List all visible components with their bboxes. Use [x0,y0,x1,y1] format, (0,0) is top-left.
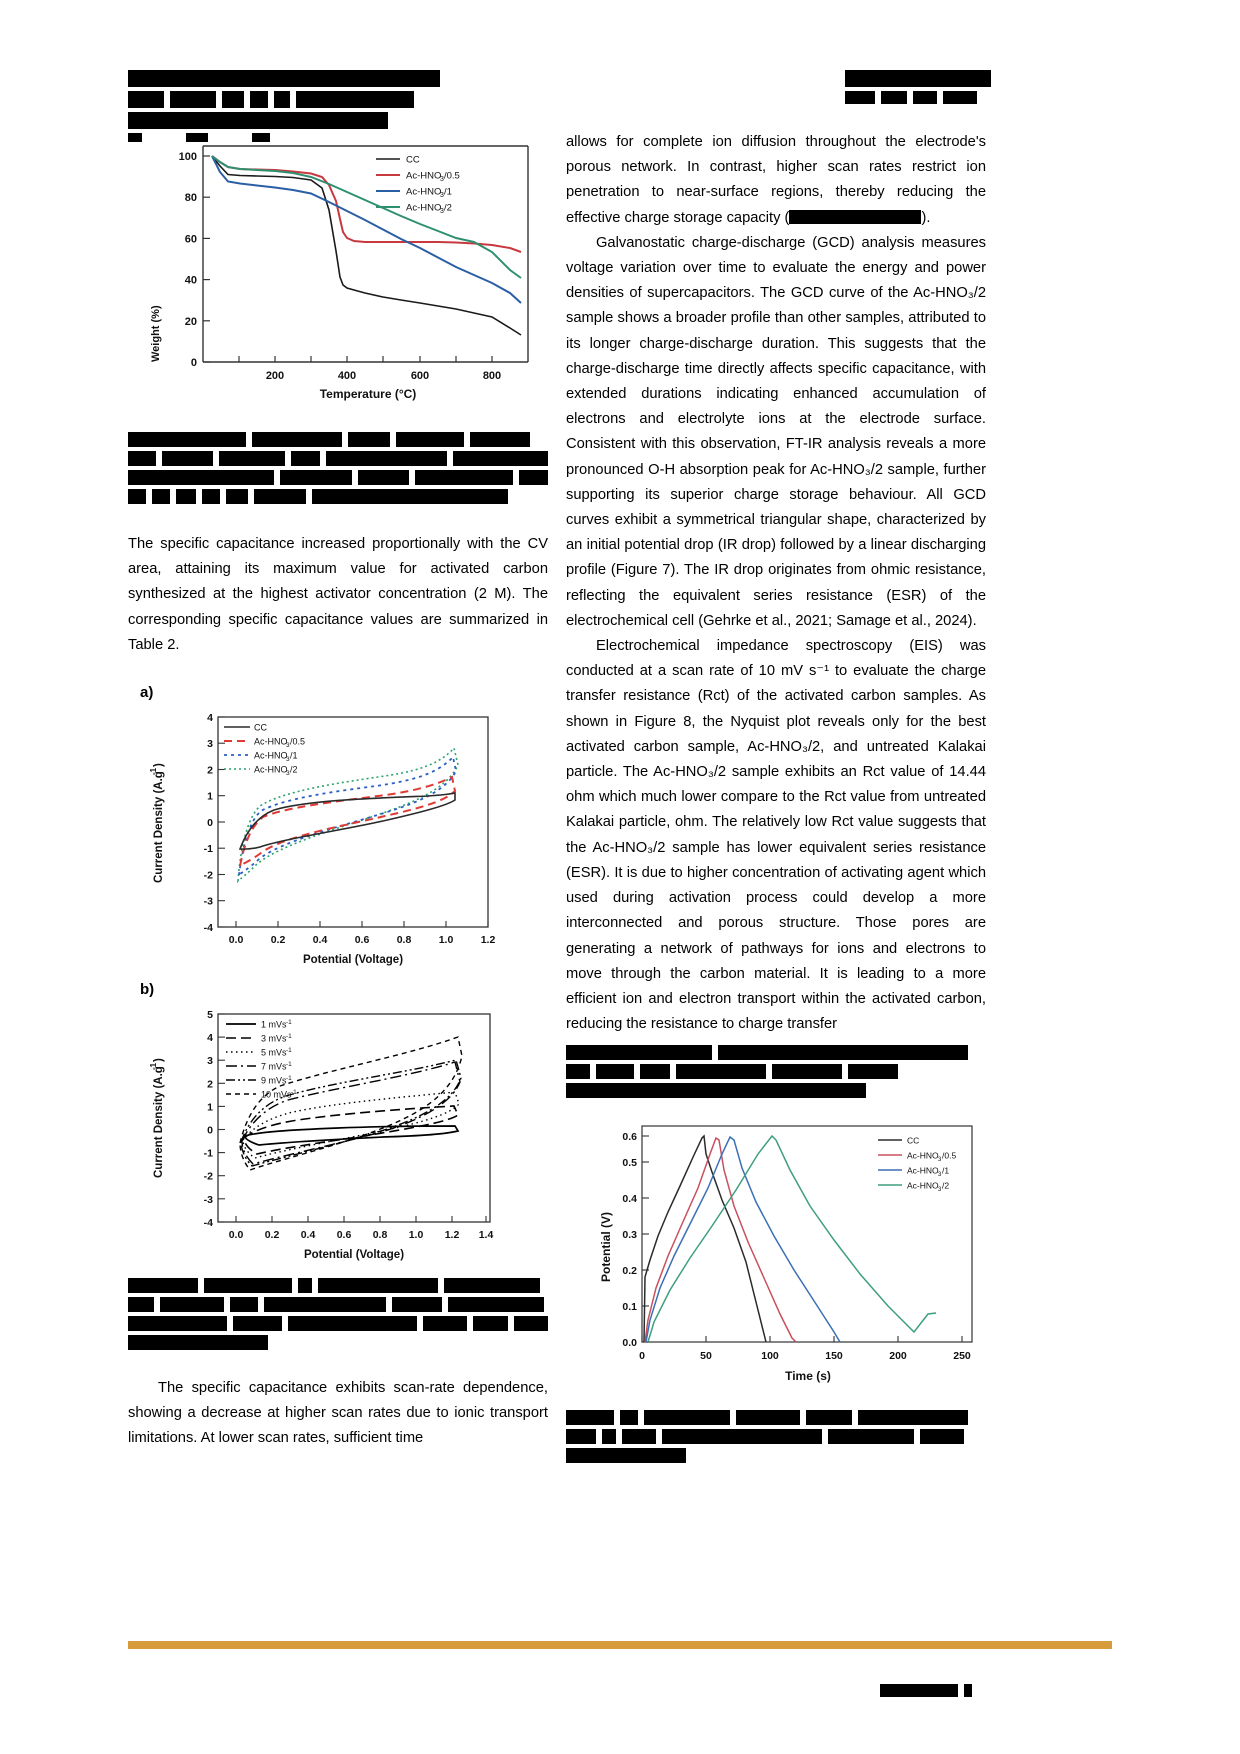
svg-text:-1: -1 [149,1062,158,1071]
cv-samples-plot [128,703,548,975]
cv-scanrates-legend [226,1019,297,1100]
inline-citation-redacted [789,210,921,224]
svg-text:Ac-HNO: Ac-HNO [907,1165,939,1176]
svg-text:0: 0 [639,1350,645,1363]
svg-text:-1: -1 [203,843,213,856]
svg-text:-2: -2 [203,869,213,882]
right-paragraph-2: Galvanostatic charge-discharge (GCD) analysis measures voltage variation over time to evaluate the energy and power densities of supercapacitors. The GCD curve of the Ac-HNO₃/2 sample shows a broader profile than other samples, attributed to its longer charge-discharge duration. This suggests that the charge-discharge time directly affects specific capacitance, with extended durations indicating enhanced accumulation of electrons and electrolyte ions at the electrode surface. Consistent with this observation, FT-IR analysis reveals a more pronounced O-H absorption peak for Ac-HNO₃/2 sample, further supporting its superior charge storage behaviour. All GCD curves exhibit a symmetrical triangular shape, characterized by an initial potential drop (IR drop) followed by a linear discharging profile (Figure 7). The IR drop originates from ohmic resistance, reflecting the equivalent series resistance (ESR) of the electrochemical cell (Gehrke et al., 2021; Samage et al., 2024). [566,234,986,629]
figure-cv-samples [128,703,548,975]
figure-tga [128,130,548,420]
svg-text:Ac-HNO: Ac-HNO [406,186,442,198]
svg-text:10 mVs: 10 mVs [261,1089,292,1100]
svg-text:3: 3 [440,176,444,183]
svg-text:600: 600 [410,370,430,382]
svg-text:0.0: 0.0 [228,934,244,947]
svg-text:3: 3 [286,770,290,778]
svg-text:3: 3 [938,1172,942,1179]
svg-text:3 mVs: 3 mVs [261,1033,287,1044]
svg-text:-1: -1 [286,1047,292,1055]
svg-text:40: 40 [184,274,197,287]
svg-text:3: 3 [286,756,290,764]
caption-redacted-1 [128,432,548,504]
svg-text:0.4: 0.4 [300,1229,316,1242]
svg-text:0: 0 [207,817,213,830]
gcd-legend [878,1136,956,1194]
cv-samples-y-axis-label: Current Density (A.g [153,771,165,884]
svg-text:9 mVs: 9 mVs [261,1075,287,1086]
svg-text:/0.5: /0.5 [942,1150,957,1161]
footer-accent-bar [128,1641,1112,1649]
svg-text:60: 60 [184,233,197,246]
svg-text:-1: -1 [286,1075,292,1083]
right-paragraph-1-tail: ). [921,209,931,226]
svg-text:150: 150 [825,1350,843,1363]
svg-text:-1: -1 [286,1061,292,1069]
svg-text:/1: /1 [290,750,298,761]
svg-text:0.6: 0.6 [354,934,370,947]
svg-text:3: 3 [440,208,444,215]
svg-text:-1: -1 [149,767,158,776]
left-paragraph-2: The specific capacitance exhibits scan-rate dependence, showing a decrease at higher scan rates due to ionic transport limitations. At lower scan rates, sufficient time [128,1380,548,1447]
svg-text:-1: -1 [291,1089,297,1097]
svg-text:0.6: 0.6 [622,1131,637,1144]
svg-text:0.4: 0.4 [312,934,328,947]
svg-text:100: 100 [761,1350,779,1363]
svg-text:0: 0 [190,357,197,369]
panel-b-label: b) [140,981,155,999]
cv-samples-legend [224,723,305,778]
svg-text:3: 3 [440,192,444,199]
svg-text:0.2: 0.2 [270,934,286,947]
svg-text:1.0: 1.0 [408,1229,424,1242]
panel-a-label: a) [140,684,154,702]
svg-text:0.5: 0.5 [622,1157,637,1170]
svg-text:-3: -3 [203,895,213,908]
svg-text:0.0: 0.0 [622,1337,637,1350]
svg-text:Ac-HNO: Ac-HNO [254,750,288,761]
cv-scanrates-y-axis-label: Current Density (A.g [153,1066,165,1179]
svg-text:2: 2 [207,764,213,777]
svg-text:0.8: 0.8 [372,1229,388,1242]
svg-text:/2: /2 [290,764,298,775]
svg-text:-4: -4 [203,1217,213,1230]
svg-text:0: 0 [207,1124,213,1137]
svg-text:1: 1 [207,790,213,803]
svg-text:5 mVs: 5 mVs [261,1047,287,1058]
footer-redacted [880,1684,972,1701]
gcd-plot [588,1112,988,1402]
svg-text:1.2: 1.2 [480,934,496,947]
gcd-x-axis-label: Time (s) [785,1369,831,1384]
caption-redacted-4 [566,1410,986,1463]
figure-cv-scanrates [128,1000,548,1270]
svg-text:80: 80 [184,192,197,205]
svg-text:3: 3 [207,738,213,751]
svg-text:1.0: 1.0 [438,934,454,947]
svg-text:-2: -2 [203,1170,213,1183]
svg-text:/0.5: /0.5 [444,170,460,182]
cv-samples-x-axis-label: Potential (Voltage) [302,954,404,967]
svg-text:0.2: 0.2 [264,1229,280,1242]
left-column [128,130,548,1452]
svg-text:200: 200 [889,1350,907,1363]
svg-text:50: 50 [700,1350,712,1363]
caption-redacted-3 [566,1045,986,1098]
svg-text:0.1: 0.1 [622,1301,637,1314]
svg-text:/2: /2 [942,1180,950,1191]
right-paragraph-1 [566,130,986,231]
svg-text:CC: CC [254,722,267,733]
svg-text:20: 20 [184,315,197,328]
cv-scanrates-plot [128,1000,548,1270]
svg-text:7 mVs: 7 mVs [261,1061,287,1072]
right-paragraph-3: Electrochemical impedance spectroscopy (EIS) was conducted at a scan rate of 10 mV s⁻¹ to evaluate the charge transfer resistance (Rct) of the activated carbon samples. As shown in Figure 8, the Nyquist plot reveals only for the best activated carbon sample, Ac-HNO₃/2, and untreated Kalakai particle. The Ac-HNO₃/2 sample exhibits an Rct value of 14.44 ohm which much lower compare to the Rct value from untreated Kalakai particle, ohm. The relatively low Rct value suggests that the Ac-HNO₃/2 sample has lower equivalent series resistance (ESR). It is due to higher concentration of activating agent which used during activation process could develop a more interconnected and porous structure. Those pores are generating a network of pathways for ions and electrons to move through the carbon material. It is leading to a more efficient ion and electron transport within the activated carbon, reducing the resistance to charge transfer [566,638,986,1033]
svg-text:Ac-HNO: Ac-HNO [254,764,288,775]
svg-text:Ac-HNO: Ac-HNO [406,202,442,214]
figure-gcd [588,1112,1008,1402]
svg-text:1 mVs: 1 mVs [261,1019,287,1030]
svg-text:3: 3 [207,1055,213,1068]
svg-text:0.2: 0.2 [622,1265,637,1278]
svg-text:-1: -1 [286,1033,292,1041]
svg-text:0.8: 0.8 [396,934,412,947]
svg-text:4: 4 [207,712,213,725]
cv-scanrates-x-axis-label: Potential (Voltage) [303,1249,405,1262]
svg-text:Ac-HNO: Ac-HNO [907,1180,939,1191]
left-paragraph-1: The specific capacitance increased proportionally with the CV area, attaining its maximum value for activated carbon synthesized at the highest activator concentration (2 M). The corresponding specific capacitance values are summarized in Table 2. [128,536,548,653]
tga-legend [376,155,460,216]
svg-text:200: 200 [265,370,285,382]
svg-text:250: 250 [953,1350,971,1363]
svg-text:-4: -4 [203,922,213,935]
svg-text:5: 5 [207,1009,213,1022]
svg-text:Ac-HNO: Ac-HNO [907,1150,939,1161]
svg-text:2: 2 [207,1078,213,1091]
svg-text:Ac-HNO: Ac-HNO [406,170,442,182]
svg-text:0.4: 0.4 [622,1193,637,1206]
svg-text:4: 4 [207,1032,213,1045]
svg-text:/0.5: /0.5 [290,736,306,747]
right-paragraph-1-text: allows for complete ion diffusion throughout the electrode's porous network. In contrast, higher scan rates restrict ion penetration to near-surface regions, thereby reducing the effective charge storage capacity ( [566,134,986,226]
svg-text:1.4: 1.4 [478,1229,494,1242]
svg-text:-3: -3 [203,1193,213,1206]
svg-text:3: 3 [938,1187,942,1194]
svg-text:): ) [153,1058,165,1063]
tga-x-axis-label: Temperature (°C) [319,387,417,401]
svg-text:0.6: 0.6 [336,1229,352,1242]
svg-text:1: 1 [207,1101,213,1114]
right-column [566,130,986,1467]
svg-text:): ) [153,763,165,768]
svg-text:800: 800 [482,370,502,382]
svg-text:-1: -1 [203,1147,213,1160]
svg-text:3: 3 [938,1157,942,1164]
svg-text:1.2: 1.2 [444,1229,460,1242]
svg-text:100: 100 [178,151,197,163]
svg-text:CC: CC [406,154,420,166]
gcd-y-axis-label: Potential (V) [599,1212,613,1283]
svg-text:Ac-HNO: Ac-HNO [254,736,288,747]
svg-text:/1: /1 [444,186,452,198]
caption-redacted-2 [128,1278,548,1350]
svg-text:-1: -1 [286,1019,292,1027]
svg-text:/1: /1 [942,1165,950,1176]
svg-text:3: 3 [286,742,290,750]
tga-y-axis-label: Weight (%) [150,305,162,362]
svg-text:0.0: 0.0 [228,1229,244,1242]
svg-text:/2: /2 [444,202,452,214]
tga-plot [128,130,548,420]
svg-text:0.3: 0.3 [622,1229,637,1242]
header-redacted-right [845,70,995,108]
svg-text:CC: CC [907,1135,920,1146]
svg-text:400: 400 [337,370,357,382]
